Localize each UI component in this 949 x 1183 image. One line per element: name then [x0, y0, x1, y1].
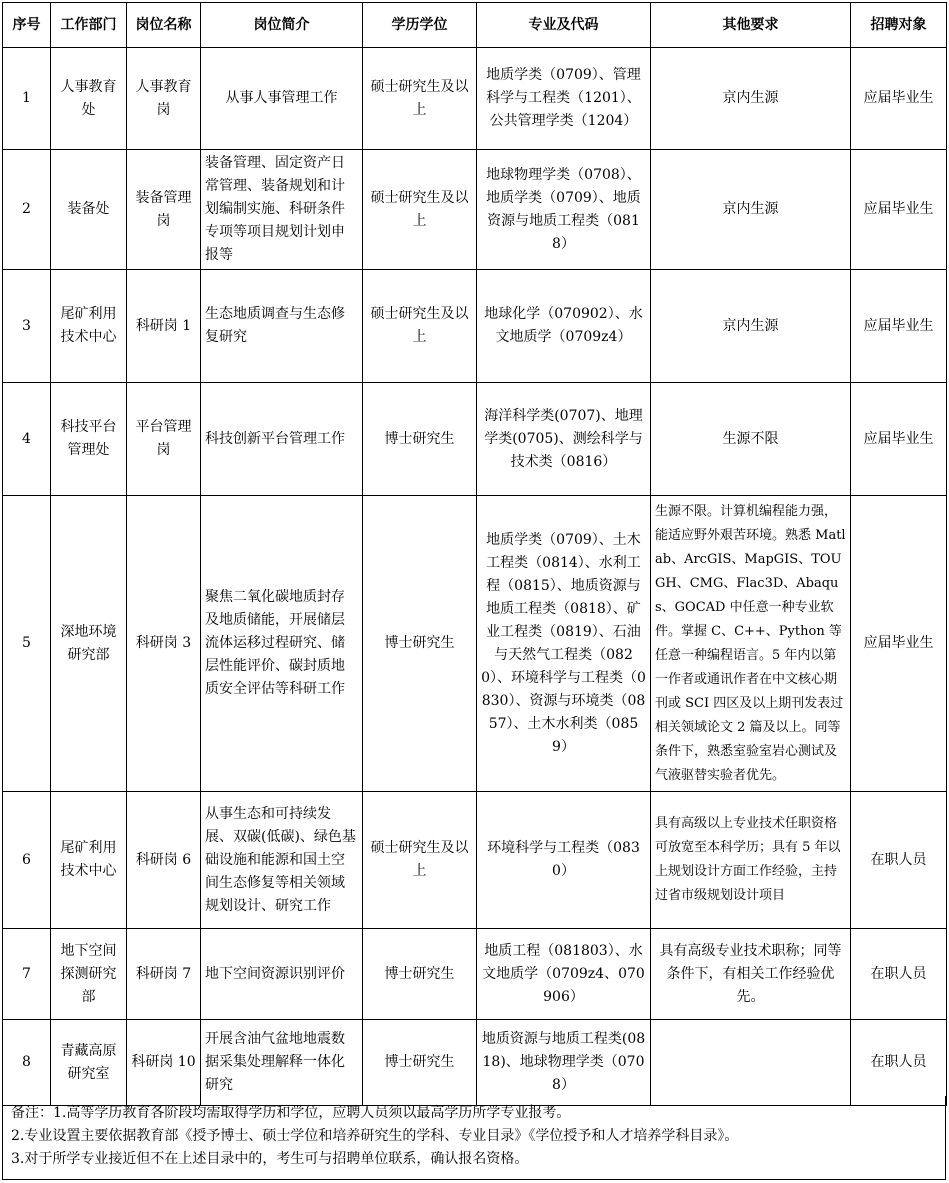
cell-desc: 生态地质调查与生态修复研究 [201, 270, 363, 383]
cell-post: 科研岗 1 [127, 270, 201, 383]
cell-edu: 博士研究生 [363, 383, 477, 496]
cell-major: 地质工程（081803）、水文地质学（0709z4、070906） [477, 929, 651, 1020]
cell-edu: 硕士研究生及以上 [363, 150, 477, 270]
cell-edu: 硕士研究生及以上 [363, 270, 477, 383]
cell-dept: 青藏高原研究室 [51, 1020, 127, 1106]
cell-target: 应届毕业生 [851, 496, 947, 792]
cell-dept: 尾矿利用技术中心 [51, 792, 127, 929]
cell-no: 5 [3, 496, 51, 792]
recruitment-table [2, 2, 947, 1106]
cell-req: 生源不限 [651, 383, 851, 496]
cell-target: 在职人员 [851, 929, 947, 1020]
cell-target: 应届毕业生 [851, 48, 947, 150]
header-post: 岗位名称 [127, 3, 201, 48]
cell-post: 装备管理岗 [127, 150, 201, 270]
header-desc: 岗位简介 [201, 3, 363, 48]
cell-dept: 深地环境研究部 [51, 496, 127, 792]
cell-target: 应届毕业生 [851, 270, 947, 383]
cell-no: 1 [3, 48, 51, 150]
cell-major: 海洋科学类(0707)、地理学类(0705)、测绘科学与技术类（0816） [477, 383, 651, 496]
cell-major: 地质资源与地质工程类(0818)、地球物理学类（0708） [477, 1020, 651, 1106]
cell-desc: 地下空间资源识别评价 [201, 929, 363, 1020]
cell-edu: 博士研究生 [363, 496, 477, 792]
cell-target: 应届毕业生 [851, 383, 947, 496]
table-row [3, 496, 947, 792]
cell-desc: 从事生态和可持续发展、双碳(低碳)、绿色基础设施和能源和国土空间生态修复等相关领域规划设计、研究工作 [201, 792, 363, 929]
cell-req: 具有高级专业技术职称；同等条件下，有相关工作经验优先。 [651, 929, 851, 1020]
header-req: 其他要求 [651, 3, 851, 48]
cell-dept: 尾矿利用技术中心 [51, 270, 127, 383]
table-row [3, 929, 947, 1020]
cell-major: 地球物理学类（0708）、地质学类（0709）、地质资源与地质工程类（0818） [477, 150, 651, 270]
cell-post: 科研岗 3 [127, 496, 201, 792]
cell-edu: 博士研究生 [363, 1020, 477, 1106]
cell-target: 在职人员 [851, 1020, 947, 1106]
cell-req: 生源不限。计算机编程能力强，能适应野外艰苦环境。熟悉 Matlab、ArcGIS、MapGIS、TOUGH、CMG、Flac3D、Abaqus、GOCAD 中任意一种专业软件。掌握 C、C++、Python 等任意一种编程语言。5 年内以第一作者或通讯作者在中文核心期刊或 SCI 四区及以上期刊发表过相关领域论文 2 篇及以上。同等条件下，熟悉室验室岩心测试及气液驱替实验者优先。 [651, 496, 851, 792]
notes-section [2, 1096, 946, 1180]
cell-target: 应届毕业生 [851, 150, 947, 270]
cell-dept: 人事教育处 [51, 48, 127, 150]
cell-major: 环境科学与工程类（0830） [477, 792, 651, 929]
cell-req: 京内生源 [651, 270, 851, 383]
cell-no: 6 [3, 792, 51, 929]
cell-post: 人事教育岗 [127, 48, 201, 150]
cell-dept: 科技平台管理处 [51, 383, 127, 496]
cell-req: 京内生源 [651, 48, 851, 150]
header-no: 序号 [3, 3, 51, 48]
cell-major: 地质学类（0709）、管理科学与工程类（1201）、公共管理学类（1204） [477, 48, 651, 150]
cell-desc: 科技创新平台管理工作 [201, 383, 363, 496]
cell-dept: 地下空间探测研究部 [51, 929, 127, 1020]
cell-no: 3 [3, 270, 51, 383]
cell-no: 2 [3, 150, 51, 270]
cell-desc: 聚焦二氧化碳地质封存及地质储能，开展储层流体运移过程研究、储层性能评价、碳封质地质安全评估等科研工作 [201, 496, 363, 792]
cell-post: 科研岗 10 [127, 1020, 201, 1106]
cell-major: 地质学类（0709）、土木工程类（0814）、水利工程（0815）、地质资源与地质工程类（0818）、矿业工程类（0819）、石油与天然气工程类（0820）、环境科学与工程类（0830）、资源与环境类（0857）、土木水利类（0859） [477, 496, 651, 792]
header-target: 招聘对象 [851, 3, 947, 48]
cell-no: 4 [3, 383, 51, 496]
note-line: 备注：1.高等学历教育各阶段均需取得学历和学位，应聘人员须以最高学历所学专业报考。 [11, 1105, 571, 1121]
cell-desc: 从事人事管理工作 [201, 48, 363, 150]
cell-edu: 硕士研究生及以上 [363, 48, 477, 150]
cell-req: 具有高级以上专业技术任职资格可放宽至本科学历；具有 5 年以上规划设计方面工作经验，主持过省市级规划设计项目 [651, 792, 851, 929]
cell-target: 在职人员 [851, 792, 947, 929]
cell-edu: 博士研究生 [363, 929, 477, 1020]
cell-dept: 装备处 [51, 150, 127, 270]
note-line: 2.专业设置主要依据教育部《授予博士、硕士学位和培养研究生的学科、专业目录》《学位授予和人才培养学科目录》。 [11, 1128, 739, 1144]
cell-major: 地球化学（070902）、水文地质学（0709z4） [477, 270, 651, 383]
header-row [3, 3, 947, 48]
cell-no: 8 [3, 1020, 51, 1106]
table-row [3, 1020, 947, 1106]
cell-req: 京内生源 [651, 150, 851, 270]
cell-post: 科研岗 7 [127, 929, 201, 1020]
header-dept: 工作部门 [51, 3, 127, 48]
cell-no: 7 [3, 929, 51, 1020]
cell-desc: 装备管理、固定资产日常管理、装备规划和计划编制实施、科研条件专项等项目规划计划申报等 [201, 150, 363, 270]
cell-desc: 开展含油气盆地地震数据采集处理解释一体化研究 [201, 1020, 363, 1106]
cell-post: 科研岗 6 [127, 792, 201, 929]
cell-edu: 硕士研究生及以上 [363, 792, 477, 929]
header-major: 专业及代码 [477, 3, 651, 48]
header-edu: 学历学位 [363, 3, 477, 48]
table-row [3, 150, 947, 270]
cell-post: 平台管理岗 [127, 383, 201, 496]
note-line: 3.对于所学专业接近但不在上述目录中的，考生可与招聘单位联系，确认报名资格。 [11, 1151, 529, 1167]
cell-req [651, 1020, 851, 1106]
table-row [3, 270, 947, 383]
table-row [3, 792, 947, 929]
table-row [3, 383, 947, 496]
table-row [3, 48, 947, 150]
